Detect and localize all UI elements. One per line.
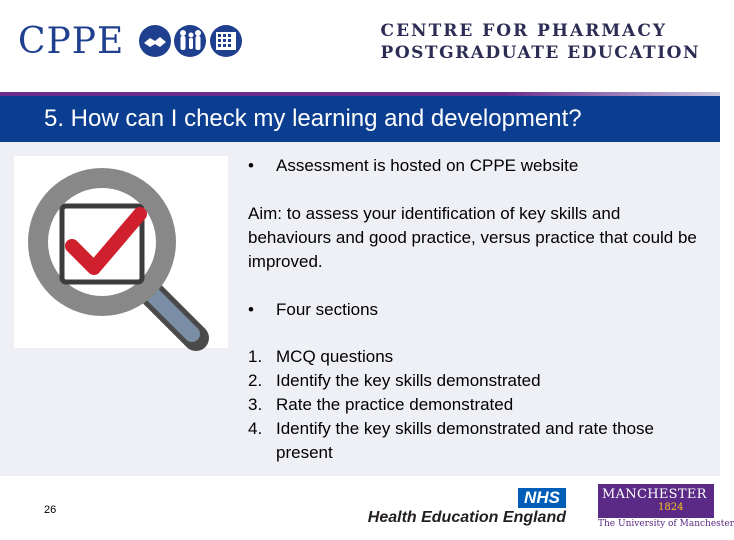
handshake-icon (139, 25, 171, 57)
university-year: 1824 (658, 502, 684, 513)
magnifier-icon (14, 156, 228, 348)
bullet-dot: • (248, 156, 254, 175)
organisation-name-line2: POSTGRADUATE EDUCATION (380, 43, 700, 63)
list-item (248, 417, 708, 465)
bullet-item (248, 154, 708, 178)
list-text: Rate the practice demonstrated (276, 395, 514, 414)
illustration-panel (14, 156, 228, 348)
bullet-text: Assessment is hosted on CPPE website (276, 156, 579, 175)
list-number: 1. (248, 347, 263, 366)
list-text: Identify the key skills demonstrated (276, 371, 541, 390)
aim-paragraph: Aim: to assess your identification of key skills and behaviours and good practice, versus practice that could be improved. (248, 204, 697, 271)
nhs-logo: NHS (518, 488, 566, 508)
list-item (248, 345, 708, 369)
slide-body (248, 150, 708, 465)
bullet-dot: • (248, 300, 254, 319)
list-number: 4. (248, 419, 263, 438)
organisation-name (381, 20, 700, 64)
bullet-text: Four sections (276, 300, 379, 319)
list-text: MCQ questions (276, 347, 394, 366)
building-icon (210, 25, 242, 57)
list-number: 3. (248, 395, 263, 414)
list-item (248, 393, 708, 417)
slide-title: 5. How can I check my learning and development? (44, 105, 582, 132)
header (0, 0, 720, 92)
cppe-logo-icons (138, 22, 244, 60)
organisation-name-line1: CENTRE FOR PHARMACY (380, 21, 667, 41)
list-item (248, 369, 708, 393)
university-logo-box (598, 484, 714, 518)
bullet-item (248, 298, 708, 322)
list-text: Identify the key skills demonstrated and rate those present (276, 419, 654, 462)
cppe-logo: CPPE (18, 21, 125, 62)
sections-list (248, 345, 708, 465)
hee-logo (367, 488, 566, 528)
university-fullname: The University of Manchester (598, 519, 734, 529)
family-icon (174, 25, 206, 57)
page-number: 26 (44, 504, 57, 516)
list-number: 2. (248, 371, 263, 390)
hee-name: Health Education England (367, 509, 566, 526)
university-logo (598, 484, 734, 532)
university-name: MANCHESTER (602, 487, 707, 502)
